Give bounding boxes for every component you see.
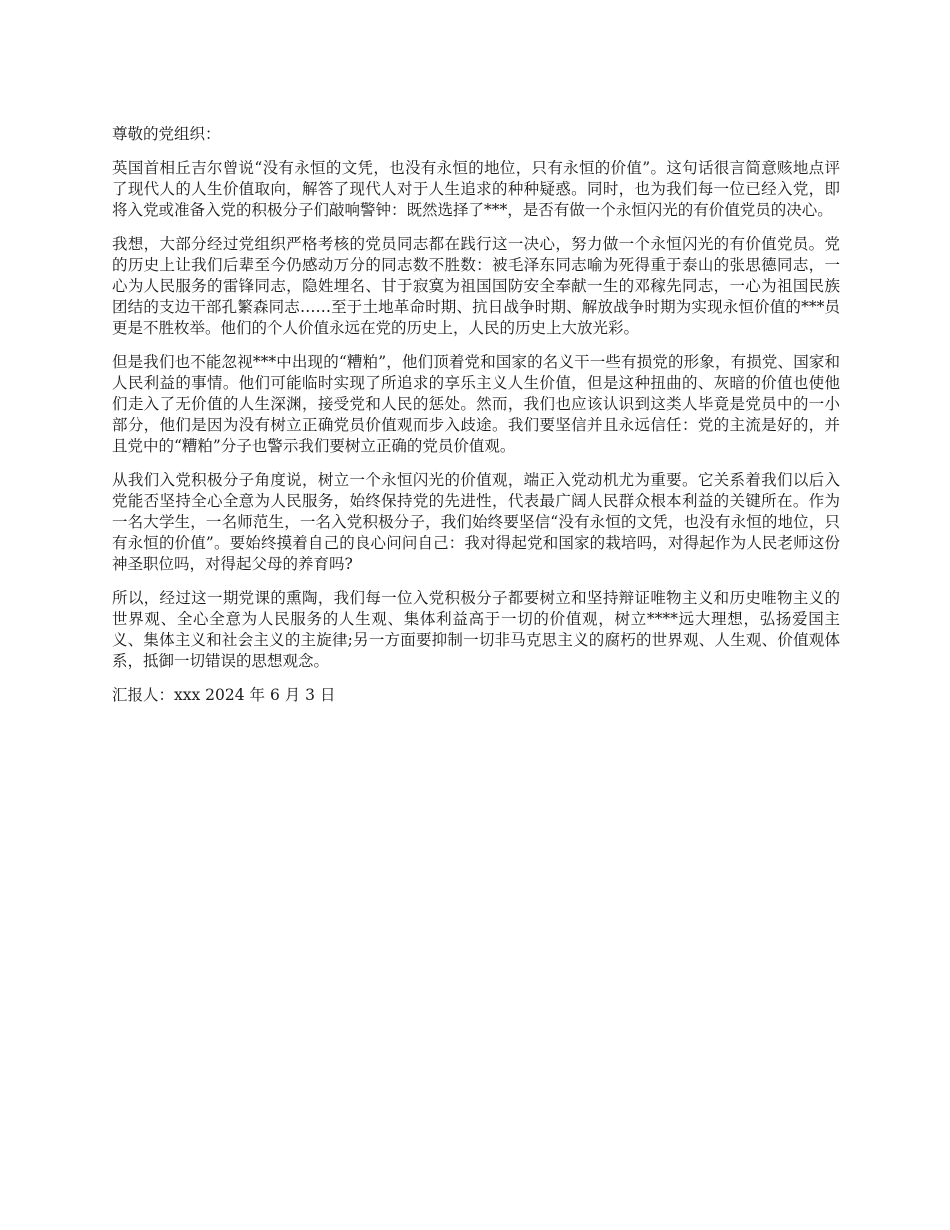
paragraph-2: 我想，大部分经过党组织严格考核的党员同志都在践行这一决心，努力做一个永恒闪光的有价值党员。党的历史上让我们后辈至今仍感动万分的同志数不胜数：被毛泽东同志喻为死得重于泰山的张思德同志，一心为人民服务的雷锋同志，隐姓埋名、甘于寂寞为祖国国防安全奉献一生的邓稼先同志，一心为祖国民族团结的支边干部孔繁森同志……至于土地革命时期、抗日战争时期、解放战争时期为实现永恒价值的***员更是不胜枚举。他们的个人价值永远在党的历史上，人民的历史上大放光彩。 xyxy=(112,235,840,337)
paragraph-3: 但是我们也不能忽视***中出现的“糟粕”，他们顶着党和国家的名义干一些有损党的形象，有损党、国家和人民利益的事情。他们可能临时实现了所追求的享乐主义人生价值，但是这种扭曲的、灰暗的价值也使他们走入了无价值的人生深渊，接受党和人民的惩处。然而，我们也应该认识到这类人毕竟是党员中的一小部分，他们是因为没有树立正确党员价值观而步入歧途。我们要坚信并且永远信任：党的主流是好的，并且党中的“糟粕”分子也警示我们要树立正确的党员价值观。 xyxy=(112,353,840,455)
document-page xyxy=(112,124,840,706)
paragraph-5: 所以，经过这一期党课的熏陶，我们每一位入党积极分子都要树立和坚持辩证唯物主义和历史唯物主义的世界观、全心全意为人民服务的人生观、集体利益高于一切的价值观，树立****远大理想，弘扬爱国主义、集体主义和社会主义的主旋律;另一方面要抑制一切非马克思主义的腐朽的世界观、人生观、价值观体系，抵御一切错误的思想观念。 xyxy=(112,589,840,670)
signature: 汇报人：xxx 2024 年 6 月 3 日 xyxy=(112,686,336,704)
paragraph-1: 英国首相丘吉尔曾说“没有永恒的文凭，也没有永恒的地位，只有永恒的价值”。这句话很言简意赅地点评了现代人的人生价值取向，解答了现代人对于人生追求的种种疑惑。同时，也为我们每一位已经入党，即将入党或准备入党的积极分子们敲响警钟：既然选择了***，是否有做一个永恒闪光的有价值党员的决心。 xyxy=(112,159,840,219)
paragraph-4: 从我们入党积极分子角度说，树立一个永恒闪光的价值观，端正入党动机尤为重要。它关系着我们以后入党能否坚持全心全意为人民服务，始终保持党的先进性，代表最广阔人民群众根本利益的关键所在。作为一名大学生，一名师范生，一名入党积极分子，我们始终要坚信“没有永恒的文凭，也没有永恒的地位，只有永恒的价值”。要始终摸着自己的良心问问自己：我对得起党和国家的栽培吗，对得起作为人民老师这份神圣职位吗，对得起父母的养育吗? xyxy=(112,471,840,573)
salutation: 尊敬的党组织： xyxy=(112,125,221,143)
